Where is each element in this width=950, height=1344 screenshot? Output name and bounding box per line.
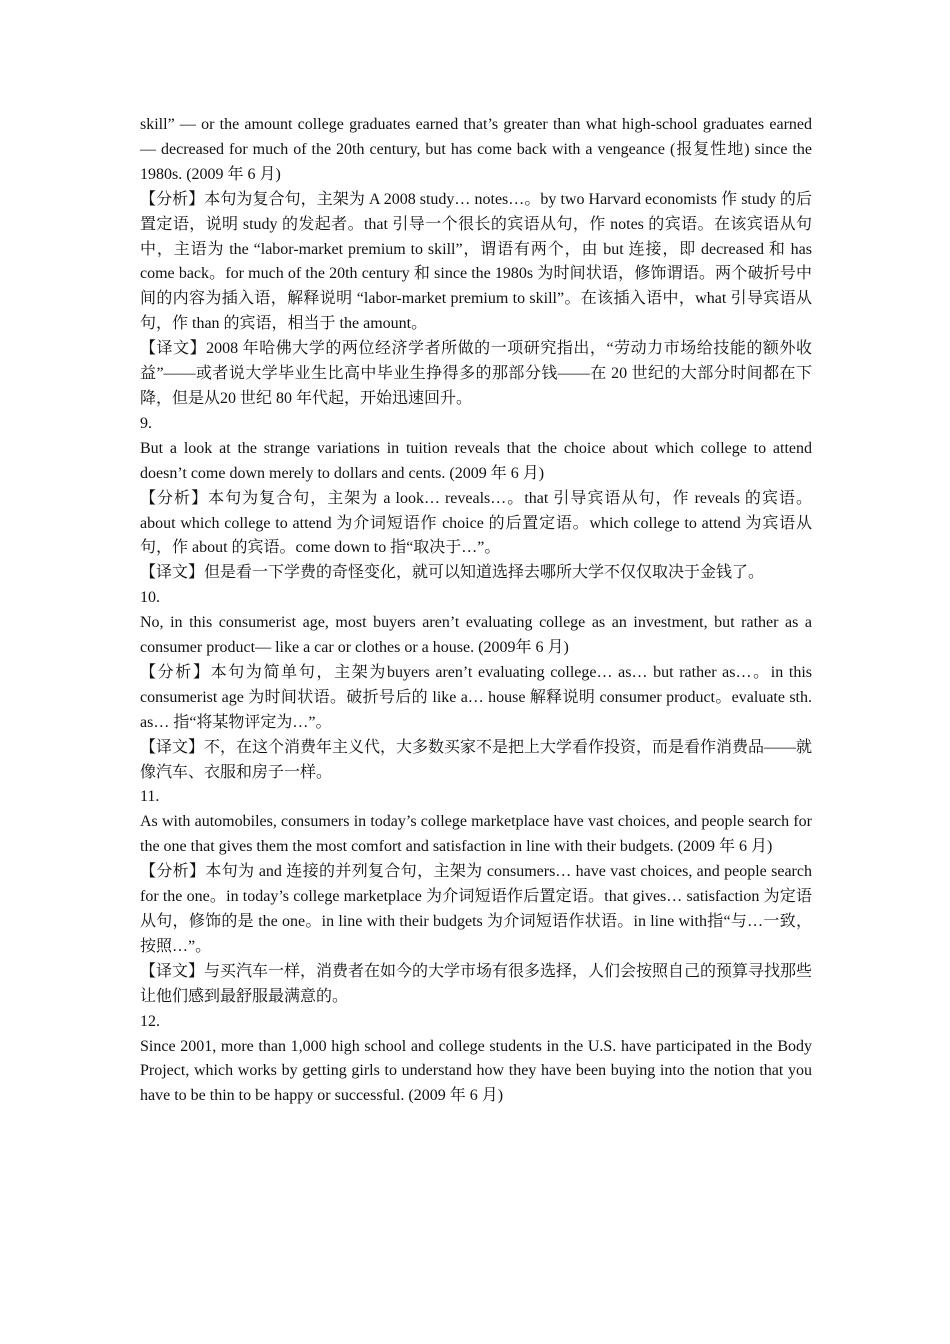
- analysis-paragraph: 【分析】本句为简单句，主架为buyers aren’t evaluating college… as… but rather as…。in this consumerist age 为时间状语。破折号后的 like a… house 解释说明 consumer product。evaluate sth. as… 指“将某物评定为…”。: [140, 663, 812, 731]
- item-number: 12.: [140, 1012, 160, 1030]
- analysis-paragraph: 【分析】本句为 and 连接的并列复合句，主架为 consumers… have vast choices, and people search for the one。in today’s college marketplace 为介词短语作后置定语。that gives… satisfaction 为定语从句，修饰的是 the one。in line with their budgets 为介词短语作状语。in line with指“与…一致，按照…”。: [140, 863, 812, 955]
- translation-paragraph: 【译文】与买汽车一样，消费者在如今的大学市场有很多选择，人们会按照自己的预算寻找那些让他们感到最舒服最满意的。: [140, 962, 813, 1005]
- sentence-paragraph: Since 2001, more than 1,000 high school and college students in the U.S. have participated in the Body Project, which works by getting girls to understand how they have been buying into the notion that you have to be thin to be happy or successful. (2009 年 6 月): [140, 1037, 812, 1105]
- translation-paragraph: 【译文】不，在这个消费年主义代，大多数买家不是把上大学看作投资，而是看作消费品——就像汽车、衣服和房子一样。: [140, 738, 813, 781]
- translation-paragraph: 【译文】2008 年哈佛大学的两位经济学者所做的一项研究指出，“劳动力市场给技能的额外收益”——或者说大学毕业生比高中毕业生挣得多的那部分钱——在 20 世纪的大部分时间都在下降，但是从20 世纪 80 年代起，开始迅速回升。: [140, 340, 812, 407]
- sentence-paragraph: As with automobiles, consumers in today’s college marketplace have vast choices, and people search for the one that gives them the most comfort and satisfaction in line with their budgets. (2009 年 6 月): [140, 813, 812, 856]
- item-number: 10.: [140, 589, 160, 607]
- sentence-paragraph: But a look at the strange variations in tuition reveals that the choice about which college to attend doesn’t come down merely to dollars and cents. (2009 年 6 月): [140, 439, 812, 482]
- document-page: [140, 113, 812, 1109]
- sentence-paragraph: No, in this consumerist age, most buyers aren’t evaluating college as an investment, but rather as a consumer product— like a car or clothes or a house. (2009年 6 月): [140, 614, 812, 657]
- analysis-paragraph: 【分析】本句为复合句，主架为 a look… reveals…。that 引导宾语从句，作 reveals 的宾语。about which college to attend 为介词短语作 choice 的后置定语。which college to attend 为宾语从句，作 about 的宾语。come down to 指“取决于…”。: [140, 489, 812, 557]
- item-number: 9.: [140, 414, 152, 432]
- paragraph: skill” — or the amount college graduates earned that’s greater than what high-school graduates earned — decreased for much of the 20th century, but has come back with a vengeance (报复性地) since the 1980s. (2009 年 6 月): [140, 116, 812, 183]
- translation-paragraph: 【译文】但是看一下学费的奇怪变化，就可以知道选择去哪所大学不仅仅取决于金钱了。: [140, 564, 765, 582]
- analysis-paragraph: 【分析】本句为复合句，主架为 A 2008 study… notes…。by two Harvard economists 作 study 的后置定语，说明 study 的发起者。that 引导一个很长的宾语从句，作 notes 的宾语。在该宾语从句中，主语为 the “labor-market premium to skill”，谓语有两个，由 but 连接，即 decreased 和 has come back。for much of the 20th century 和 since the 1980s 为时间状语，修饰谓语。两个破折号中间的内容为插入语，解释说明 “labor-market premium to skill”。在该插入语中，what 引导宾语从句，作 than 的宾语，相当于 the amount。: [140, 190, 812, 333]
- item-number: 11.: [140, 788, 160, 806]
